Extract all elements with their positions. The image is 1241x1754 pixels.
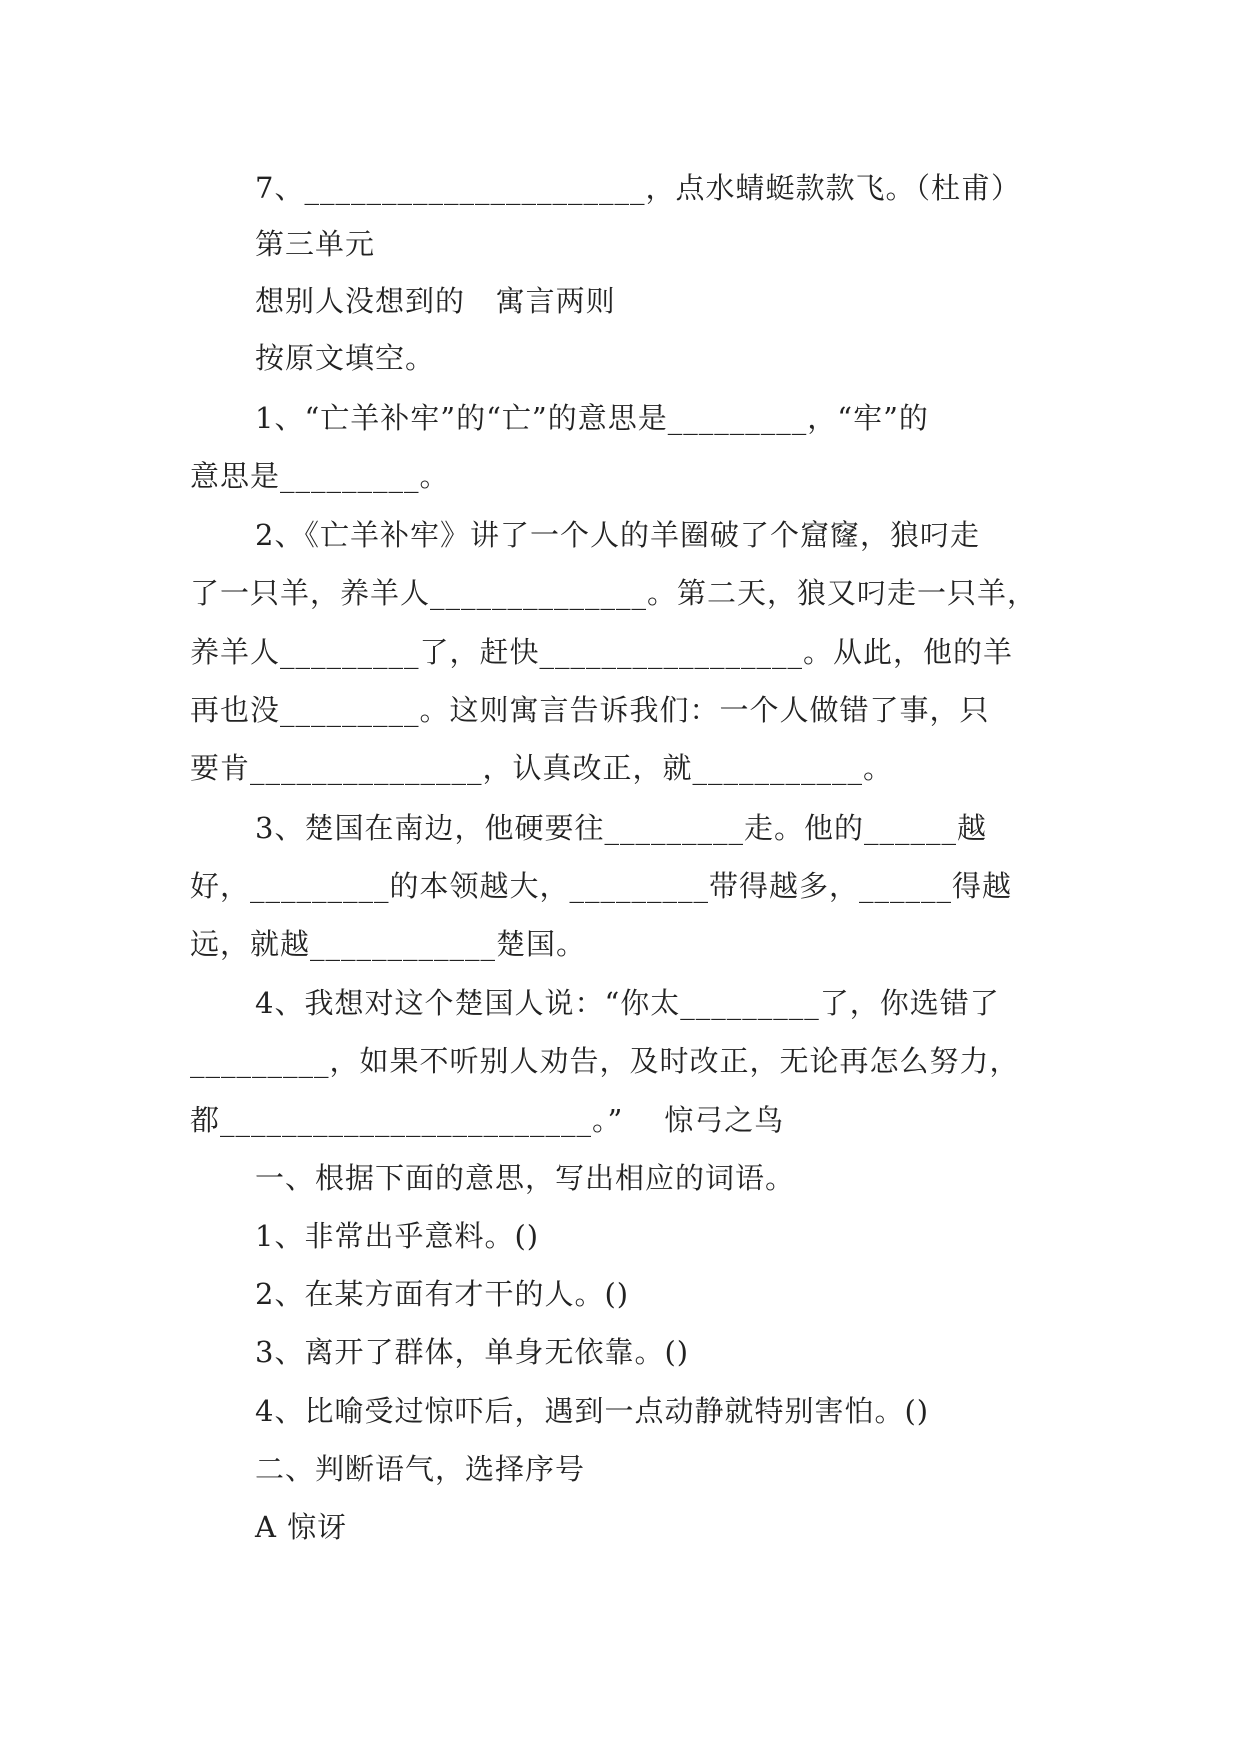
question-item: 1、非常出乎意料。() (255, 1219, 540, 1253)
question-item: 3、离开了群体，单身无依靠。() (255, 1335, 690, 1369)
text-line: 养羊人_________了，赶快_________________。从此，他的羊 (190, 635, 1014, 669)
text-line: 4、我想对这个楚国人说：“你太_________了，你选错了 (255, 986, 1000, 1020)
section-heading: 第三单元 (255, 227, 376, 261)
text-line: 好，_________的本领越大，_________带得越多，______得越 (190, 869, 1013, 903)
question-item: 2、在某方面有才干的人。() (255, 1277, 630, 1311)
question-item: 4、比喻受过惊吓后，遇到一点动静就特别害怕。() (255, 1394, 930, 1428)
text-line: 都________________________。” 惊弓之鸟 (190, 1103, 785, 1137)
text-line: _________，如果不听别人劝告，及时改正，无论再怎么努力， (190, 1044, 1020, 1078)
section-heading: 二、判断语气，选择序号 (255, 1452, 586, 1486)
text-line: 了一只羊，养羊人______________。第二天，狼又叼走一只羊， (190, 576, 1038, 610)
text-line: 意思是_________。 (190, 459, 450, 493)
text-line: 7、______________________，点水蜻蜓款款飞。（杜甫） (255, 171, 1021, 205)
text-line: 3、楚国在南边，他硬要往_________走。他的______越 (255, 811, 987, 845)
text-line: 2、《亡羊补牢》讲了一个人的羊圈破了个窟窿，狼叼走 (255, 518, 980, 552)
text-line: 再也没_________。这则寓言告诉我们：一个人做错了事，只 (190, 693, 990, 727)
text-line: 1、“亡羊补牢”的“亡”的意思是_________，“牢”的 (255, 401, 929, 435)
instruction-line: 按原文填空。 (255, 341, 436, 375)
lesson-title: 想别人没想到的 寓言两则 (255, 284, 616, 318)
option-item: A 惊讶 (255, 1510, 348, 1544)
section-heading: 一、根据下面的意思，写出相应的词语。 (255, 1161, 796, 1195)
text-line: 要肯_______________，认真改正，就___________。 (190, 751, 894, 785)
text-line: 远，就越____________楚国。 (190, 927, 587, 961)
